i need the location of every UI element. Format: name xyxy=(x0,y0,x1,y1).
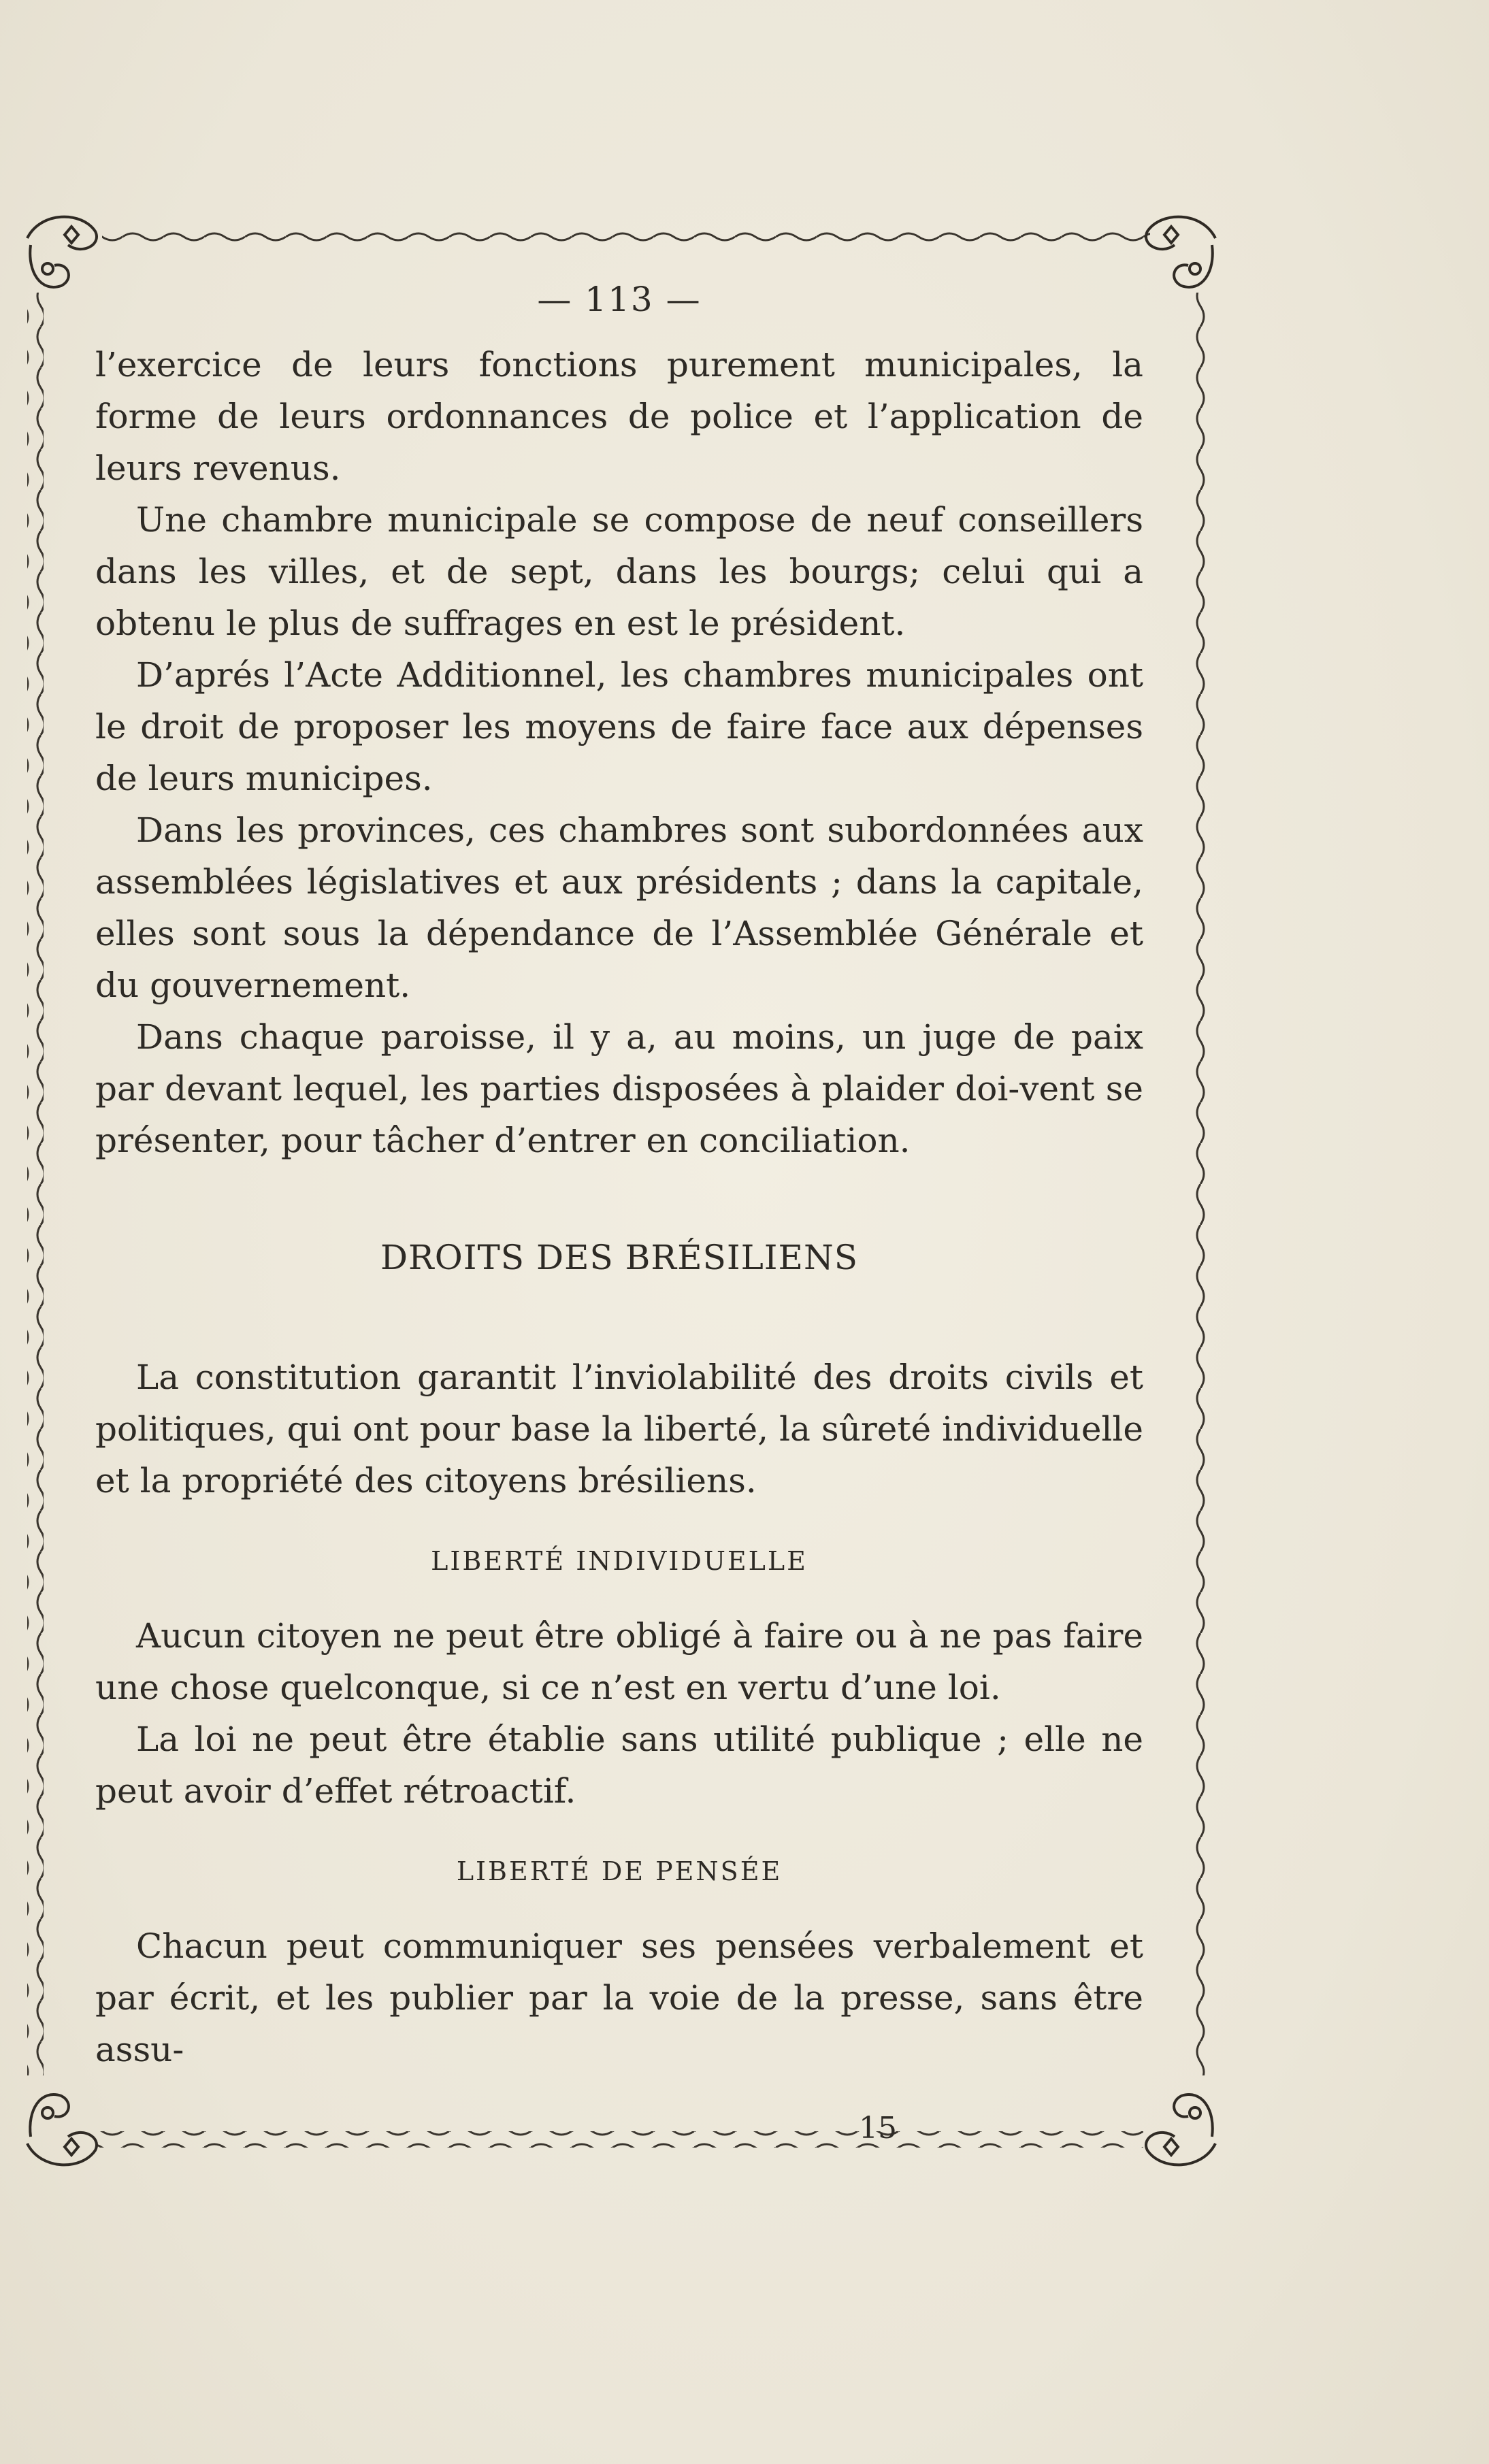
paragraph-provinces: Dans les provinces, ces chambres sont subordonnées aux assemblées législatives et aux présidents ; dans la capitale, elles sont sous la dépendance de l’Assemblée Générale et du gouvernement. xyxy=(95,810,1143,1005)
top-border-rule xyxy=(102,230,1150,246)
paragraph-communiquer: Chacun peut communiquer ses pensées verbalement et par écrit, et les publier par la voie de la presse, sans être assu- xyxy=(95,1926,1143,2069)
paragraph-loi: La loi ne peut être établie sans utilité publique ; elle ne peut avoir d’effet rétroactif. xyxy=(95,1720,1143,1811)
corner-ornament-bottom-right xyxy=(1146,2095,1215,2165)
page-number: — 113 — xyxy=(537,280,702,319)
paragraph-acte-additionnel: D’aprés l’Acte Additionnel, les chambres municipales ont le droit de proposer les moyens de faire face aux dépenses de leurs municipes. xyxy=(95,655,1143,798)
paragraph-citoyen: Aucun citoyen ne peut être obligé à faire ou à ne pas faire une chose quelconque, si ce n’est en vertu d’une loi. xyxy=(95,1616,1143,1707)
section-heading-droits: DROITS DES BRÉSILIENS xyxy=(380,1238,859,1277)
paragraph-constitution: La constitution garantit l’inviolabilité des droits civils et politiques, qui ont pour base la liberté, la sûreté individuelle et la propriété des citoyens brésiliens. xyxy=(95,1358,1143,1500)
right-border-rule xyxy=(1192,293,1209,2075)
page-body xyxy=(95,272,1143,2075)
paragraph-continuation: l’exercice de leurs fonctions purement municipales, la forme de leurs ordonnances de police et l’application de leurs revenus. xyxy=(95,345,1143,488)
left-border-rule xyxy=(27,293,44,2075)
paragraph-chambre-municipale: Une chambre municipale se compose de neuf conseillers dans les villes, et de sept, dans les bourgs; celui qui a obtenu le plus de suffrages en est le président. xyxy=(95,500,1143,643)
corner-ornament-bottom-left xyxy=(27,2095,97,2165)
subsection-heading-liberte-pensee: LIBERTÉ DE PENSÉE xyxy=(456,1856,783,1886)
paragraph-juge-de-paix: Dans chaque paroisse, il y a, au moins, un juge de paix par devant lequel, les parties disposées à plaider doi-vent se présenter, pour tâcher d’entrer en conciliation. xyxy=(95,1017,1143,1160)
corner-ornament-top-left xyxy=(27,217,97,287)
signature-mark: 15 xyxy=(859,2111,897,2146)
subsection-heading-liberte-individuelle: LIBERTÉ INDIVIDUELLE xyxy=(431,1546,808,1576)
corner-ornament-top-right xyxy=(1146,217,1215,287)
bottom-border-rule xyxy=(95,2131,1143,2148)
